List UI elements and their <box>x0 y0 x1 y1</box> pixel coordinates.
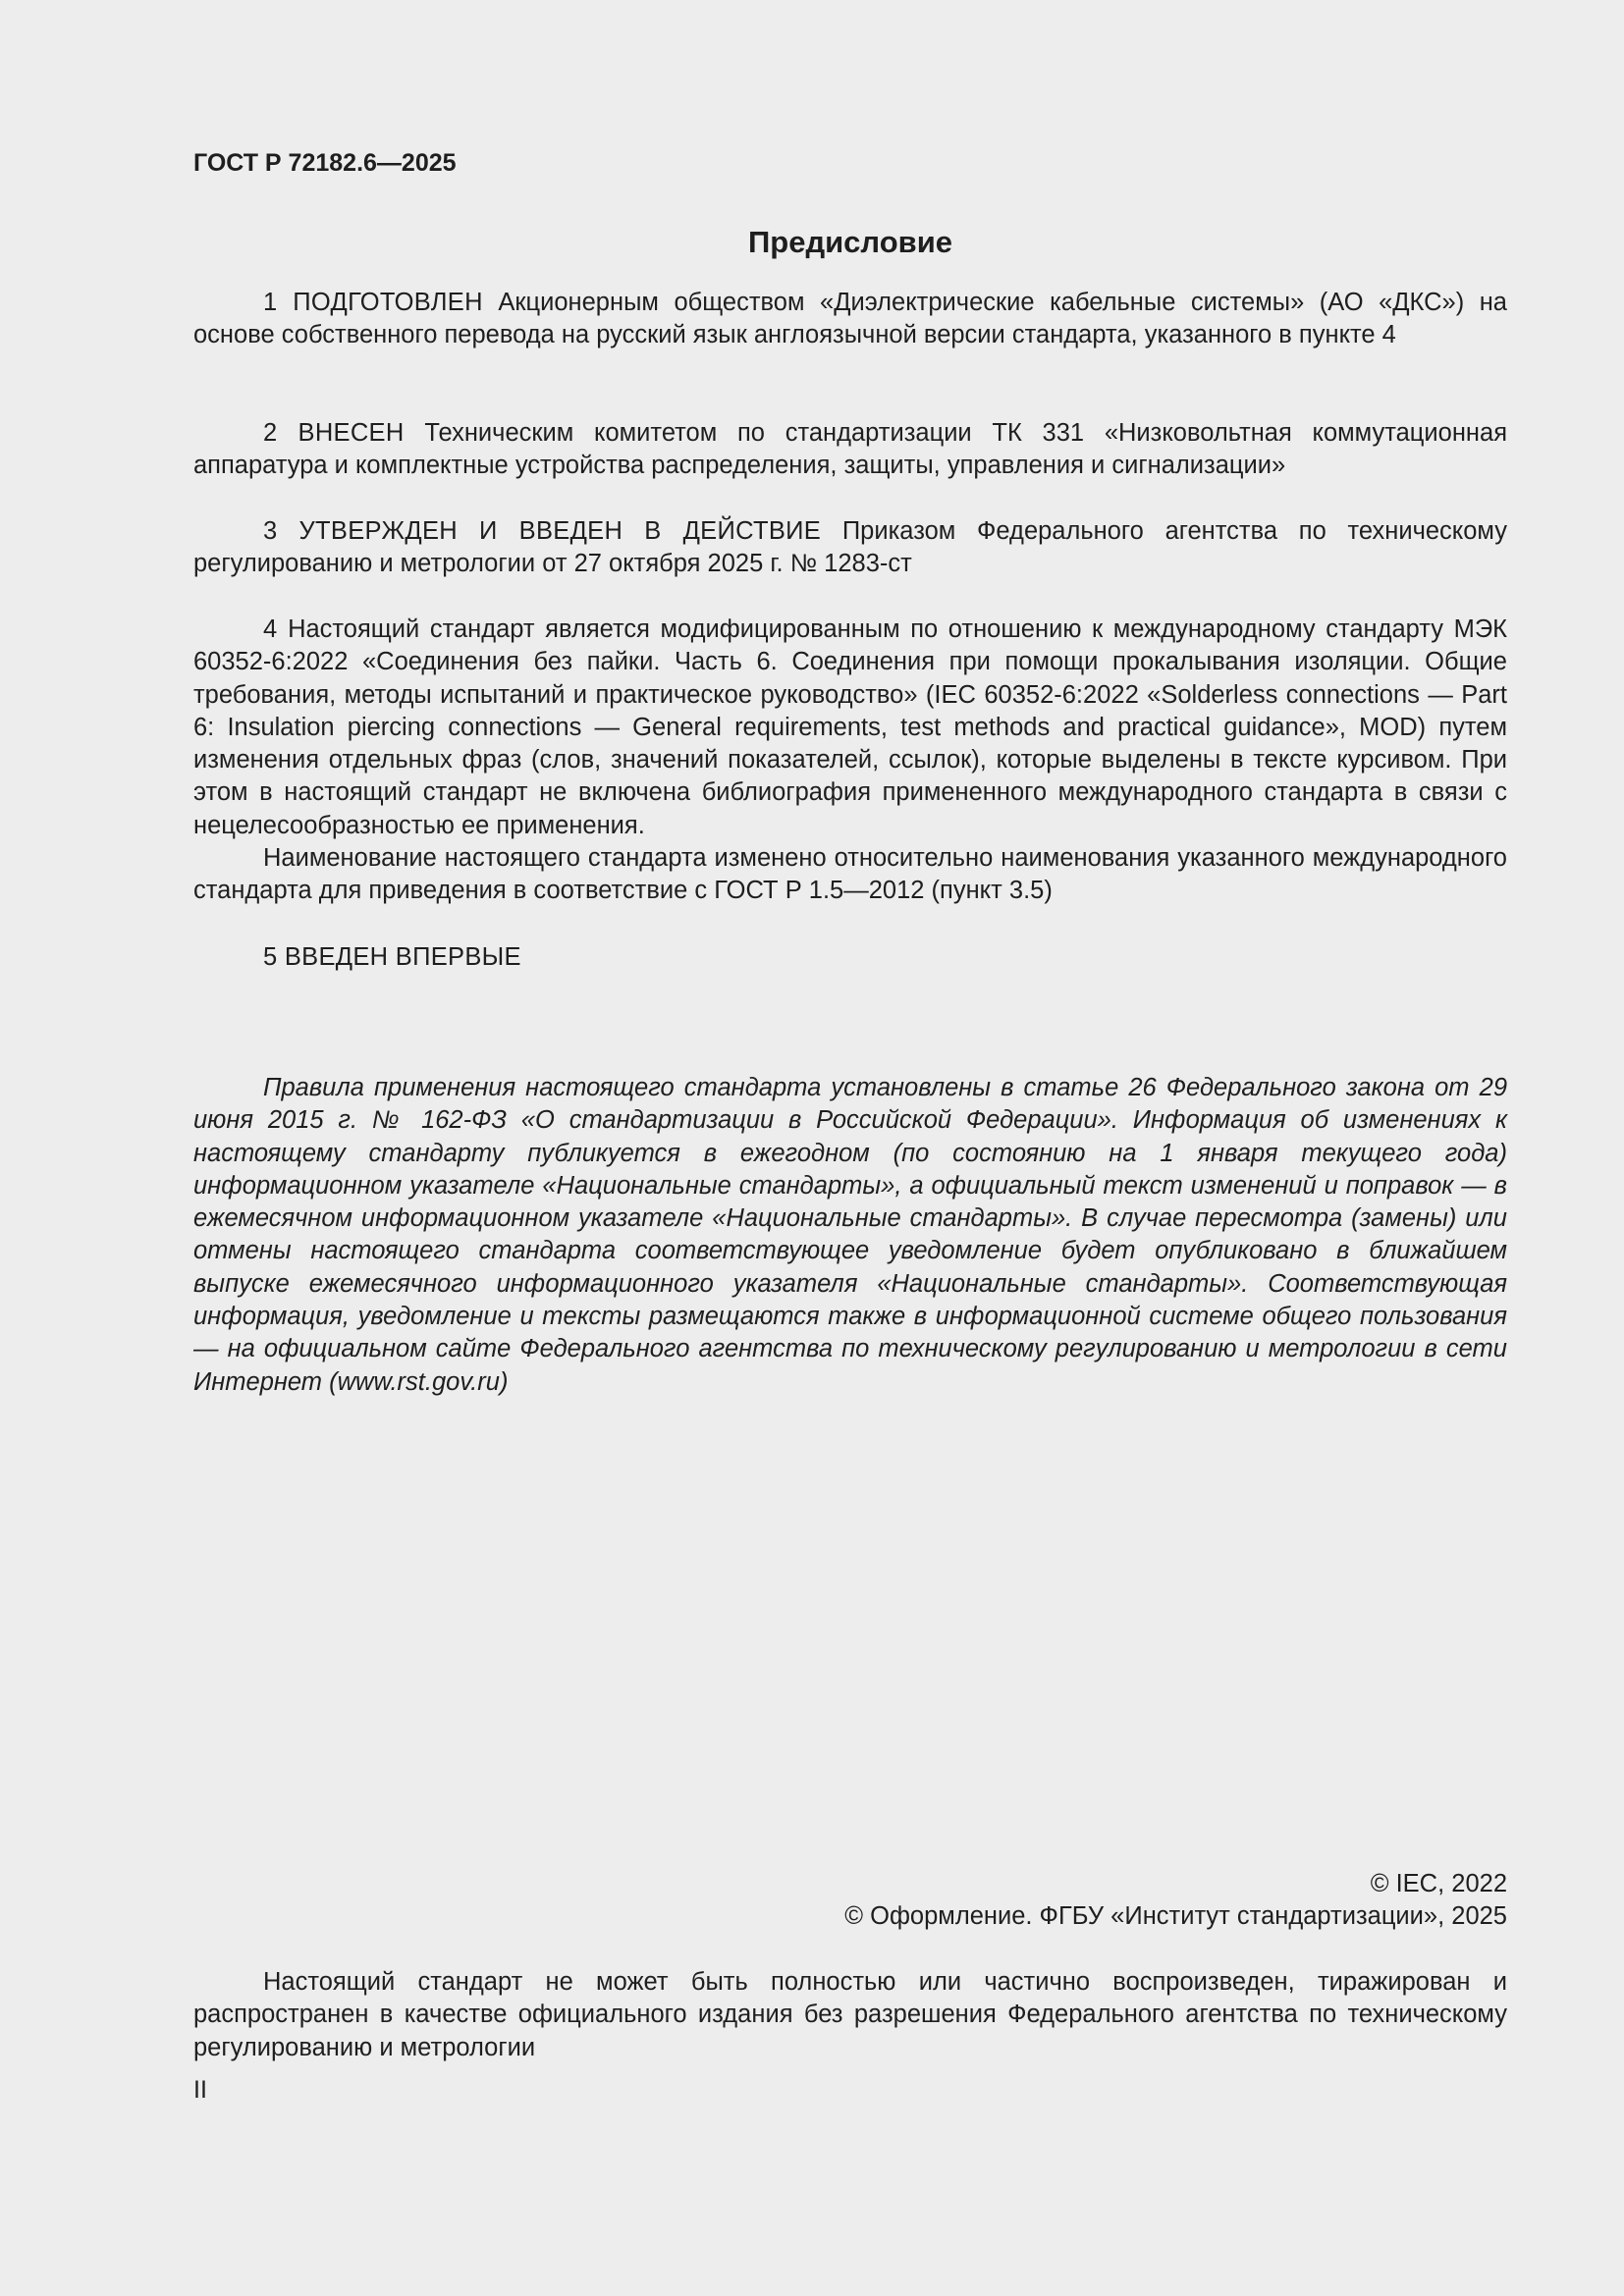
item-label: 4 <box>263 615 278 643</box>
item-text: Настоящий стандарт является модифицированным по отношению к международному стандарту МЭК 60352-6:2022 «Соединения без пайки. Часть 6. Соединения при помощи прокалывания изоляции. Общие требования, методы испытаний и практическое руководство» (IEC 60352-6:2022 «Solderless connections — Part 6: Insulation piercing connections — General requirements, test methods and practical guidance», MOD) путем изменения отдельных фраз (слов, значений показателей, ссылок), которые выделены в тексте курсивом. При этом в настоящий стандарт не включена библиография примененного международного стандарта в связи с нецелесообразностью ее применения. <box>193 615 1507 839</box>
item-text: Акционерным обществом «Диэлектрические кабельные системы» (АО «ДКС») на основе собственного перевода на русский язык англоязычной версии стандарта, указанного в пункте 4 <box>193 289 1507 349</box>
item-text: Наименование настоящего стандарта изменено относительно наименования указанного международного стандарта для приведения в соответствие с ГОСТ Р 1.5—2012 (пункт 3.5) <box>193 844 1507 905</box>
copyright-iec: © IEC, 2022 <box>1370 1870 1507 1897</box>
document-header: ГОСТ Р 72182.6—2025 <box>193 149 457 177</box>
page-title: Предисловие <box>747 225 952 259</box>
item-label: 5 ВВЕДЕН ВПЕРВЫЕ <box>263 943 521 971</box>
copyright-block <box>193 1868 1507 1934</box>
foreword-item-3 <box>193 515 1507 581</box>
foreword-item-1 <box>193 287 1507 352</box>
page-number: II <box>193 2076 207 2104</box>
rules-notice: Правила применения настоящего стандарта установлены в статье 26 Федерального закона от 29 июня 2015 г. № 162-ФЗ «О стандартизации в Российской Федерации». Информация об изменениях к настоящему стандарту публикуется в ежегодном (по состоянию на 1 января текущего года) информационном указателе «Национальные стандарты», а официальный текст изменений и поправок — в ежемесячном информационном указателе «Национальные стандарты». В случае пересмотра (замены) или отмены настоящего стандарта соответствующее уведомление будет опубликовано в ближайшем выпуске ежемесячного информационного указателя «Национальные стандарты». Соответствующая информация, уведомление и тексты размещаются также в информационной системе общего пользования — на официальном сайте Федерального агентства по техническому регулированию и метрологии в сети Интернет (www.rst.gov.ru) <box>193 1074 1507 1396</box>
reproduction-notice: Настоящий стандарт не может быть полностью или частично воспроизведен, тиражирован и распространен в качестве официального издания без разрешения Федерального агентства по техническому регулированию и метрологии <box>193 1968 1507 2061</box>
item-label: 1 ПОДГОТОВЛЕН <box>263 289 483 316</box>
item-label: 3 УТВЕРЖДЕН И ВВЕДЕН В ДЕЙСТВИЕ <box>263 517 822 545</box>
foreword-item-5 <box>193 941 1507 974</box>
item-label: 2 ВНЕСЕН <box>263 419 405 447</box>
item-text: Техническим комитетом по стандартизации ТК 331 «Низковольтная коммутационная аппаратура и комплектные устройства распределения, защиты, управления и сигнализации» <box>193 419 1507 480</box>
foreword-item-4-note <box>193 842 1507 908</box>
item-text: Приказом Федерального агентства по техническому регулированию и метрологии от 27 октября 2025 г. № 1283-ст <box>193 517 1507 578</box>
foreword-item-2 <box>193 417 1507 483</box>
copyright-design: © Оформление. ФГБУ «Институт стандартизации», 2025 <box>844 1902 1507 1931</box>
foreword-item-4 <box>193 614 1507 842</box>
